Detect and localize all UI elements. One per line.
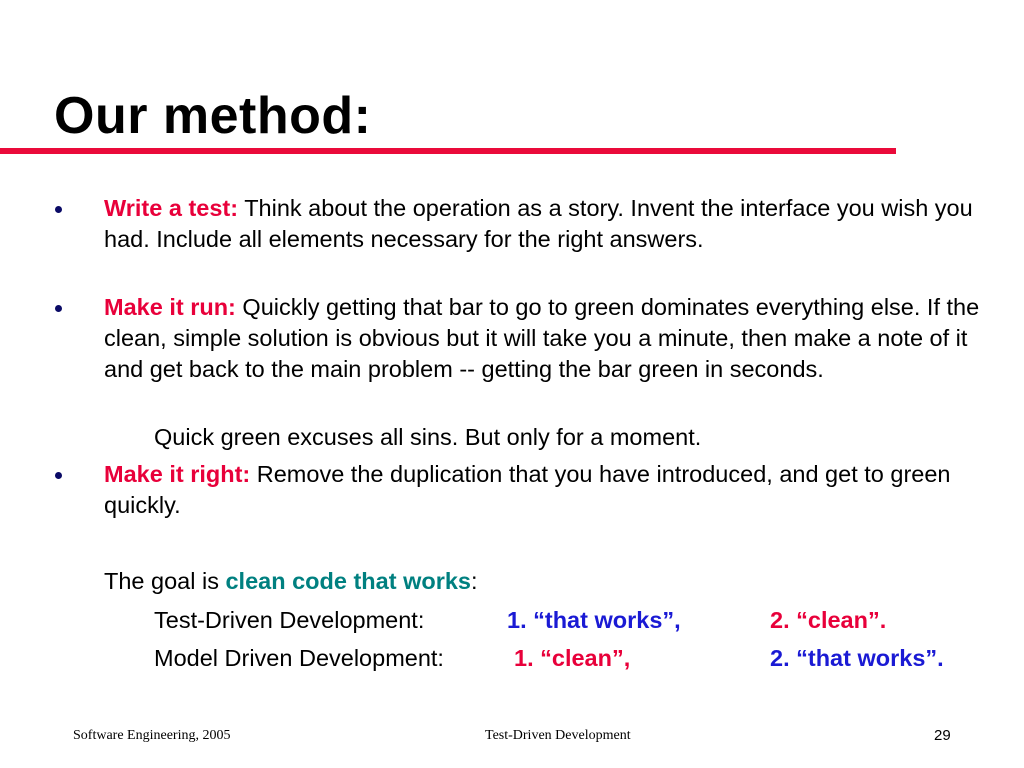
goal-highlight: clean code that works xyxy=(225,568,472,594)
bullet-write-a-test xyxy=(104,193,994,255)
bullet-dot-icon xyxy=(55,305,62,312)
bullet-lead: Make it right: xyxy=(104,461,251,487)
bullet-dot-icon xyxy=(55,206,62,213)
slide-title: Our method: xyxy=(54,87,372,145)
goal-line xyxy=(104,566,478,597)
footer-left: Software Engineering, 2005 xyxy=(73,728,231,743)
bullet-dot-icon xyxy=(55,472,62,479)
method-first-step: 1. “clean”, xyxy=(514,645,631,671)
bullet-lead: Make it run: xyxy=(104,294,236,320)
method-first-step: 1. “that works”, xyxy=(507,607,681,633)
bullet-text: Remove the duplication that you have introduced, and get to green quickly. xyxy=(104,461,951,518)
footer-center: Test-Driven Development xyxy=(485,728,631,743)
bullet-make-it-run xyxy=(104,292,994,385)
method-label: Test-Driven Development: xyxy=(154,607,425,633)
sub-note: Quick green excuses all sins. But only for a moment. xyxy=(154,424,702,450)
method-label: Model Driven Development: xyxy=(154,645,444,671)
method-second-step: 2. “clean”. xyxy=(770,607,887,633)
bullet-text: Think about the operation as a story. Invent the interface you wish you had. Include all elements necessary for the right answers. xyxy=(104,195,973,252)
goal-prefix: The goal is xyxy=(104,568,226,594)
goal-suffix: : xyxy=(471,568,478,594)
bullet-lead: Write a test: xyxy=(104,195,239,221)
method-second-step: 2. “that works”. xyxy=(770,645,944,671)
title-underline xyxy=(0,148,896,154)
bullet-text: Quickly getting that bar to go to green dominates everything else. If the clean, simple solution is obvious but it will take you a minute, then make a note of it and get back to the main problem -- getting the bar green in seconds. xyxy=(104,294,980,382)
bullet-make-it-right xyxy=(104,459,994,521)
page-number: 29 xyxy=(934,727,951,744)
